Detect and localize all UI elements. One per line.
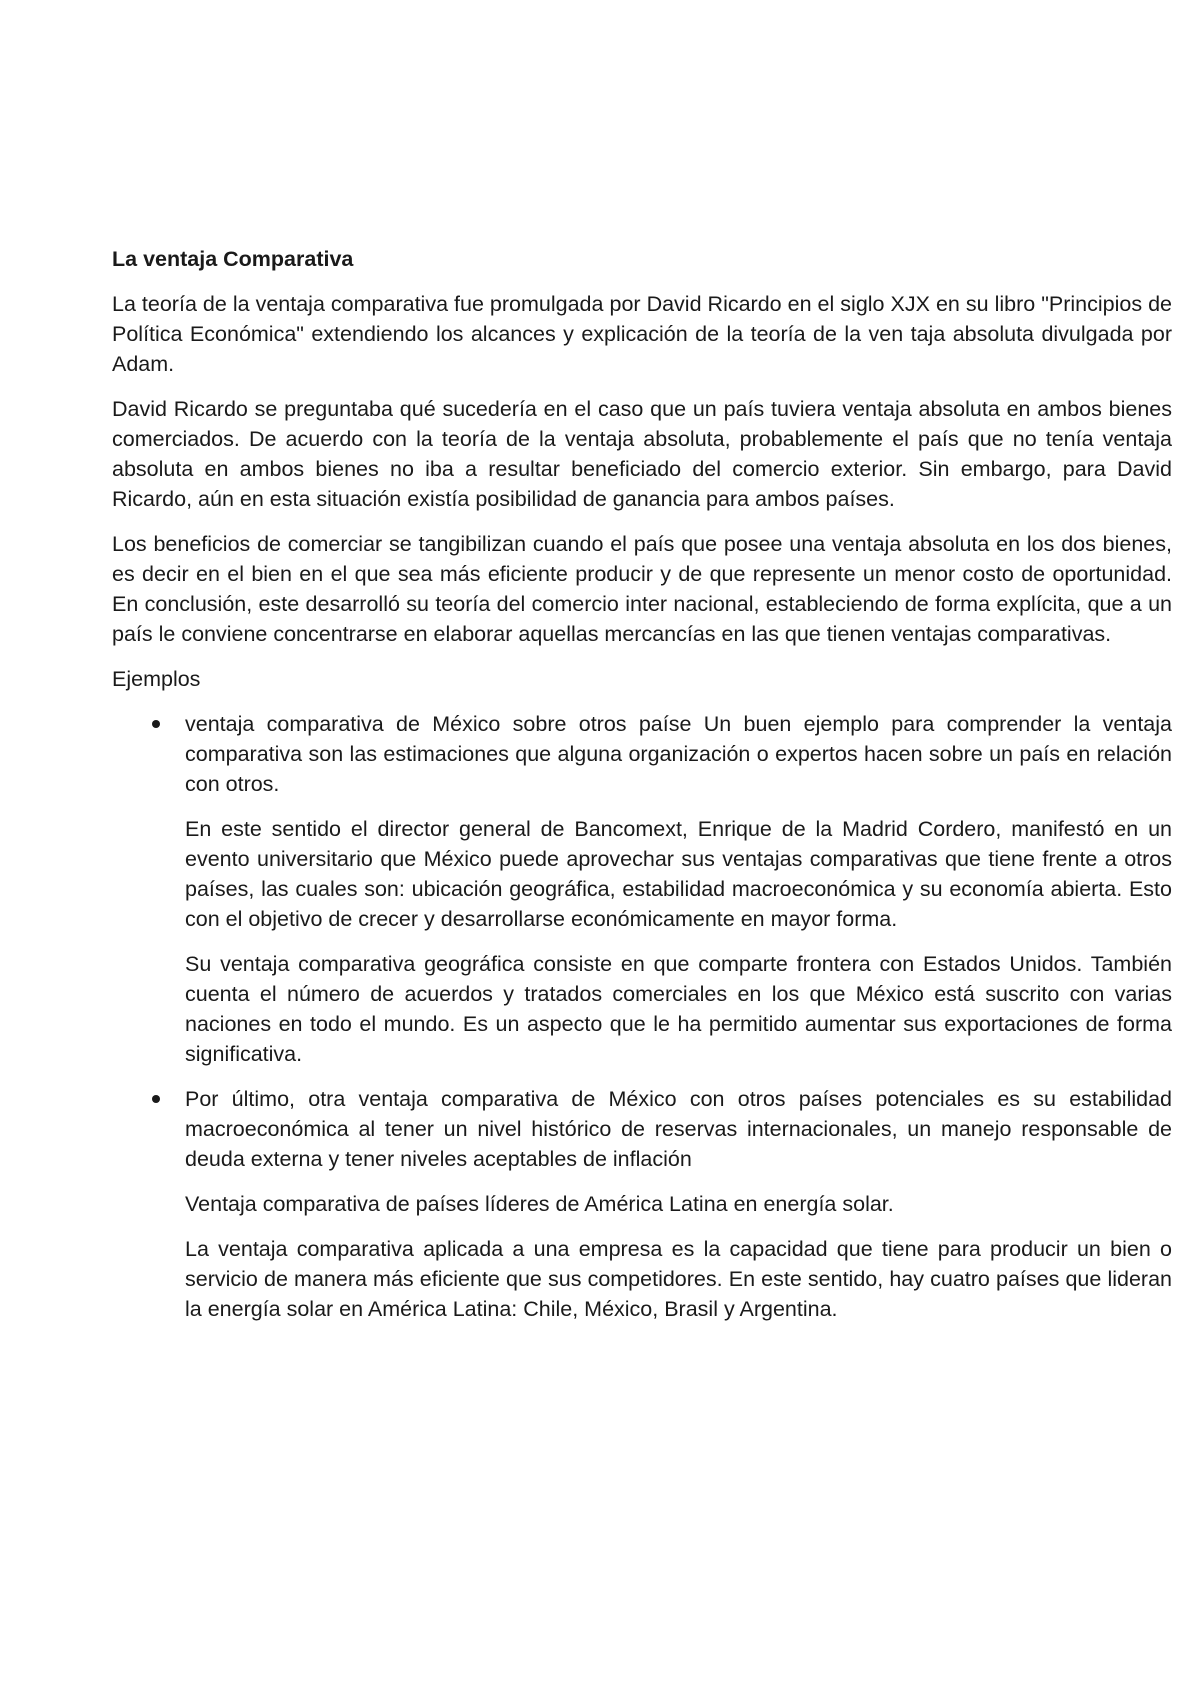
bullet-icon <box>152 720 160 728</box>
bullet-paragraph: Su ventaja comparativa geográfica consiste en que comparte frontera con Estados Unidos. También cuenta el número de acuerdos y tratados comerciales en los que México está suscrito con varias naciones en todo el mundo. Es un aspecto que le ha permitido aumentar sus exportaciones de forma significativa. <box>185 952 1172 1066</box>
examples-heading: Ejemplos <box>112 667 201 691</box>
bullet-paragraph: En este sentido el director general de Bancomext, Enrique de la Madrid Cordero, manifestó en un evento universitario que México puede aprovechar sus ventajas comparativas que tiene frente a otros países, las cuales son: ubicación geográfica, estabilidad macroeconómica y su economía abierta. Esto con el objetivo de crecer y desarrollarse económicamente en mayor forma. <box>185 817 1172 931</box>
document-page <box>112 244 1172 1339</box>
paragraph-benefits: Los beneficios de comerciar se tangibilizan cuando el país que posee una ventaja absoluta en los dos bienes, es decir en el bien en el que sea más eficiente producir y de que represente un menor costo de oportunidad. En conclusión, este desarrolló su teoría del comercio inter nacional, estableciendo de forma explícita, que a un país le conviene concentrarse en elaborar aquellas mercancías en las que tienen ventajas comparativas. <box>112 532 1172 646</box>
paragraph-ricardo-question: David Ricardo se preguntaba qué sucedería en el caso que un país tuviera ventaja absoluta en ambos bienes comerciados. De acuerdo con la teoría de la ventaja absoluta, probablemente el país que no tenía ventaja absoluta en ambos bienes no iba a resultar beneficiado del comercio exterior. Sin embargo, para David Ricardo, aún en esta situación existía posibilidad de ganancia para ambos países. <box>112 397 1172 511</box>
bullet-icon <box>152 1095 160 1103</box>
document-title: La ventaja Comparativa <box>112 247 354 271</box>
examples-list <box>112 709 1172 1324</box>
list-item <box>112 709 1172 1069</box>
bullet-paragraph: La ventaja comparativa aplicada a una empresa es la capacidad que tiene para producir un bien o servicio de manera más eficiente que sus competidores. En este sentido, hay cuatro países que lideran la energía solar en América Latina: Chile, México, Brasil y Argentina. <box>185 1237 1172 1321</box>
bullet-paragraph: Por último, otra ventaja comparativa de México con otros países potenciales es su estabilidad macroeconómica al tener un nivel histórico de reservas internacionales, un manejo responsable de deuda externa y tener niveles aceptables de inflación <box>185 1087 1172 1171</box>
paragraph-intro: La teoría de la ventaja comparativa fue promulgada por David Ricardo en el siglo XJX en su libro "Principios de Política Económica" extendiendo los alcances y explicación de la teoría de la ven taja absoluta divulgada por Adam. <box>112 292 1172 376</box>
list-item <box>112 1084 1172 1324</box>
bullet-paragraph: ventaja comparativa de México sobre otros paíse Un buen ejemplo para comprender la ventaja comparativa son las estimaciones que alguna organización o expertos hacen sobre un país en relación con otros. <box>185 712 1172 796</box>
bullet-paragraph: Ventaja comparativa de países líderes de América Latina en energía solar. <box>185 1192 894 1216</box>
